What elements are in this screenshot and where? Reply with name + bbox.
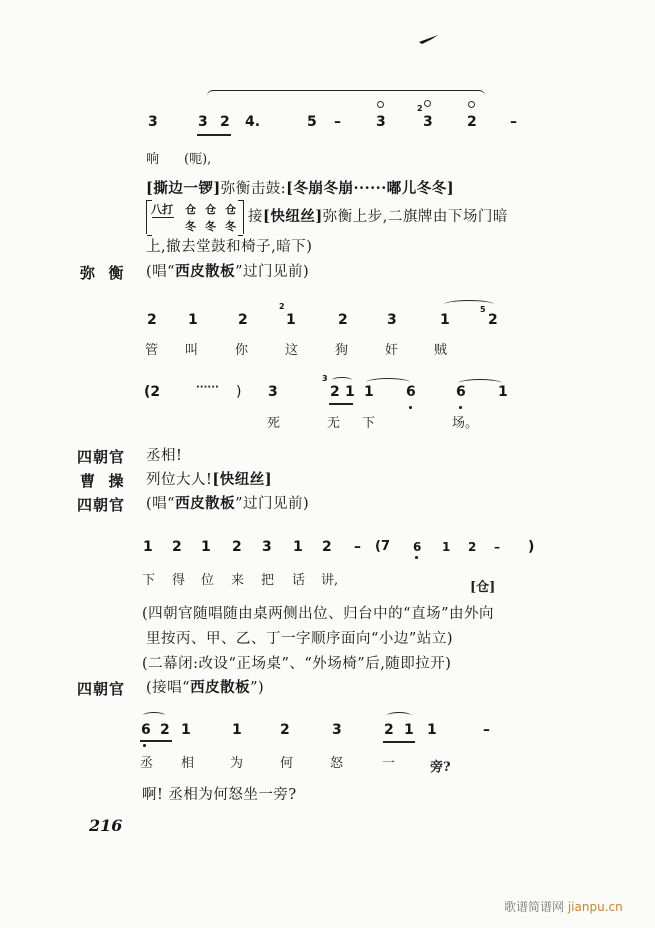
watermark: 歌谱简谱网 jianpu.cn — [504, 900, 623, 914]
stage-direction: (二幕闭:改设“正场桌”、“外场椅”后,随即拉开) — [142, 656, 452, 672]
note: 3 — [148, 114, 158, 130]
long-slur — [207, 90, 485, 97]
note-dash: – — [510, 114, 517, 130]
spoken-line: 啊! 丞相为何怒坐一旁? — [142, 787, 297, 803]
perc-label: 八打 — [151, 203, 173, 216]
lyric: (呃), — [184, 152, 212, 167]
percussion-cue: [仓] — [470, 580, 496, 595]
note: 2 — [220, 114, 230, 130]
underline — [197, 134, 231, 136]
note: 2 — [488, 312, 498, 328]
note: 2 — [338, 312, 348, 328]
stage-direction: 里按丙、甲、乙、丁一字顺序面向“小边”站立) — [146, 631, 453, 647]
note-dash: – — [334, 114, 341, 130]
harmonic-mark — [468, 101, 475, 108]
grace-note: 2 — [417, 104, 423, 113]
stage-direction: 上,撤去堂鼓和椅子,暗下) — [146, 239, 313, 255]
note: 1 — [188, 312, 198, 328]
note: 3 — [423, 114, 433, 130]
note: 2 — [147, 312, 157, 328]
note: 1 — [440, 312, 450, 328]
perc-divider — [152, 217, 174, 218]
stage-direction: 接[快纽丝]弥衡上步,二旗牌由下场门暗 — [248, 208, 508, 225]
speaker: 弥 衡 — [80, 264, 125, 282]
note: 4. — [245, 114, 261, 130]
note: 2 — [467, 114, 477, 130]
slur — [444, 300, 494, 309]
note: 5 — [307, 114, 317, 130]
stage-direction: (四朝官随唱随由桌两侧出位、归台中的“直场”由外向 — [142, 606, 494, 622]
lyric: 响 — [146, 152, 160, 167]
stage-direction: [撕边一锣]弥衡击鼓:[冬崩冬崩······嘟儿冬冬] — [146, 180, 455, 197]
harmonic-mark — [424, 100, 431, 107]
note: 3 — [376, 114, 386, 130]
grace-note: 2 — [279, 302, 285, 311]
note: 3 — [387, 312, 397, 328]
page-number: 216 — [89, 816, 123, 835]
note: 2 — [238, 312, 248, 328]
harmonic-mark — [377, 101, 384, 108]
grace-note: 5 — [480, 305, 486, 314]
note: 1 — [286, 312, 296, 328]
ink-mark-icon — [418, 33, 440, 45]
note: 3 — [198, 114, 208, 130]
